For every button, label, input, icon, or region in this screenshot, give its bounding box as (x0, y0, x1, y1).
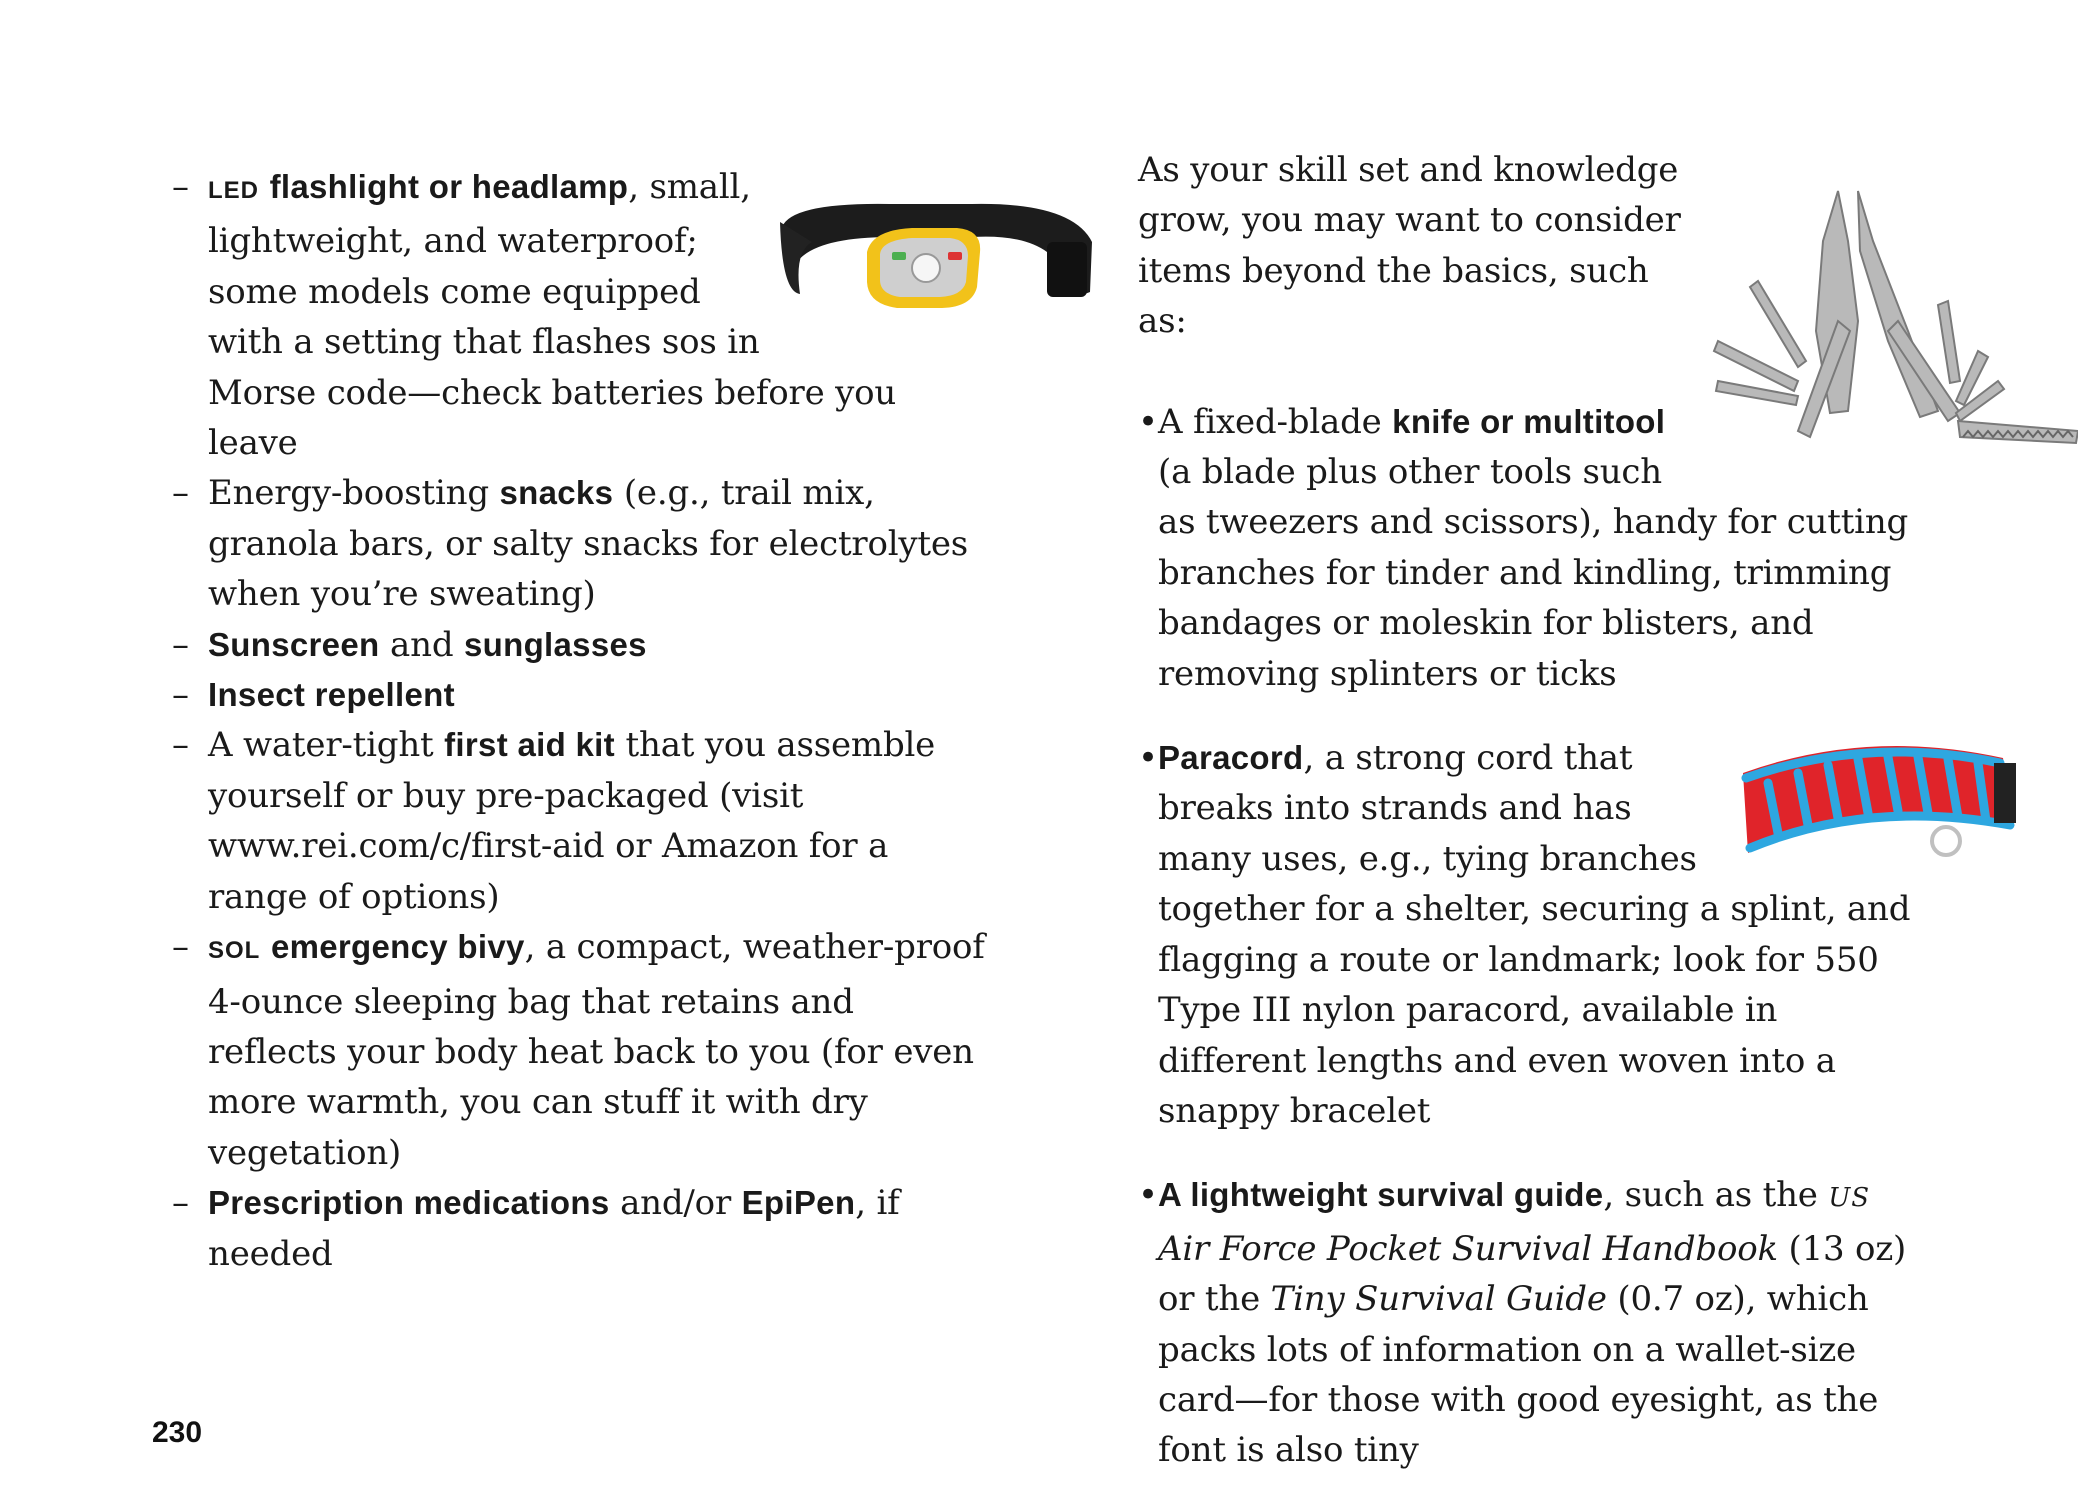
essentials-list (172, 162, 992, 1279)
page-number: 230 (152, 1416, 203, 1449)
list-item: – A water-tight first aid kit that you assemble yourself or buy pre-packaged (visit www.rei.com/c/first-aid or Amazon for a range of options) (172, 725, 936, 917)
paracord-bracelet-image (1728, 733, 2018, 873)
intro-paragraph: As your skill set and knowledge grow, you may want to consider items beyond the basics, such as: (1138, 150, 1681, 342)
left-column (172, 162, 992, 1279)
list-item: – Prescription medications and/or EpiPen, if needed (172, 1183, 900, 1274)
list-item: • A fixed-blade knife or multitool (a blade plus other tools such as tweezers and scissors), handy for cutting branches for tinder and kindling, trimming bandages or moleskin for blisters, and removing splinters or ticks (1138, 401, 1909, 694)
list-item: – Insect repellent (172, 675, 455, 716)
list-item: – Sunscreen and sunglasses (172, 624, 647, 665)
advanced-items-list (1138, 397, 1918, 1476)
list-item: – SOL emergency bivy, a compact, weather-proof 4-ounce sleeping bag that retains and reflects your body heat back to you (for even more warmth, you can stuff it with dry vegetation) (172, 927, 985, 1173)
list-item: – LED flashlight or headlamp, small, lightweight, and waterproof; some models come equipped with a setting that flashes sos in Morse code—check batteries before you leave (172, 162, 992, 468)
list-item: • A lightweight survival guide, such as the US Air Force Pocket Survival Handbook (13 oz) or the Tiny Survival Guide (0.7 oz), which packs lots of information on a wallet-size card—for those with good eyesight, as the font is also tiny (1138, 1175, 1907, 1471)
list-item: – Energy-boosting snacks (e.g., trail mix, granola bars, or salty snacks for electrolytes when you’re sweating) (172, 473, 969, 615)
list-item: • Paracord, a strong cord that breaks into strands and has many uses, e.g., tying branches together for a shelter, securing a splint, and flagging a route or landmark; look for 550 Type III nylon paracord, available in different lengths and even woven into a snappy bracelet (1138, 733, 1918, 1136)
headlamp-image (772, 182, 1102, 322)
right-column (1138, 145, 1918, 1510)
